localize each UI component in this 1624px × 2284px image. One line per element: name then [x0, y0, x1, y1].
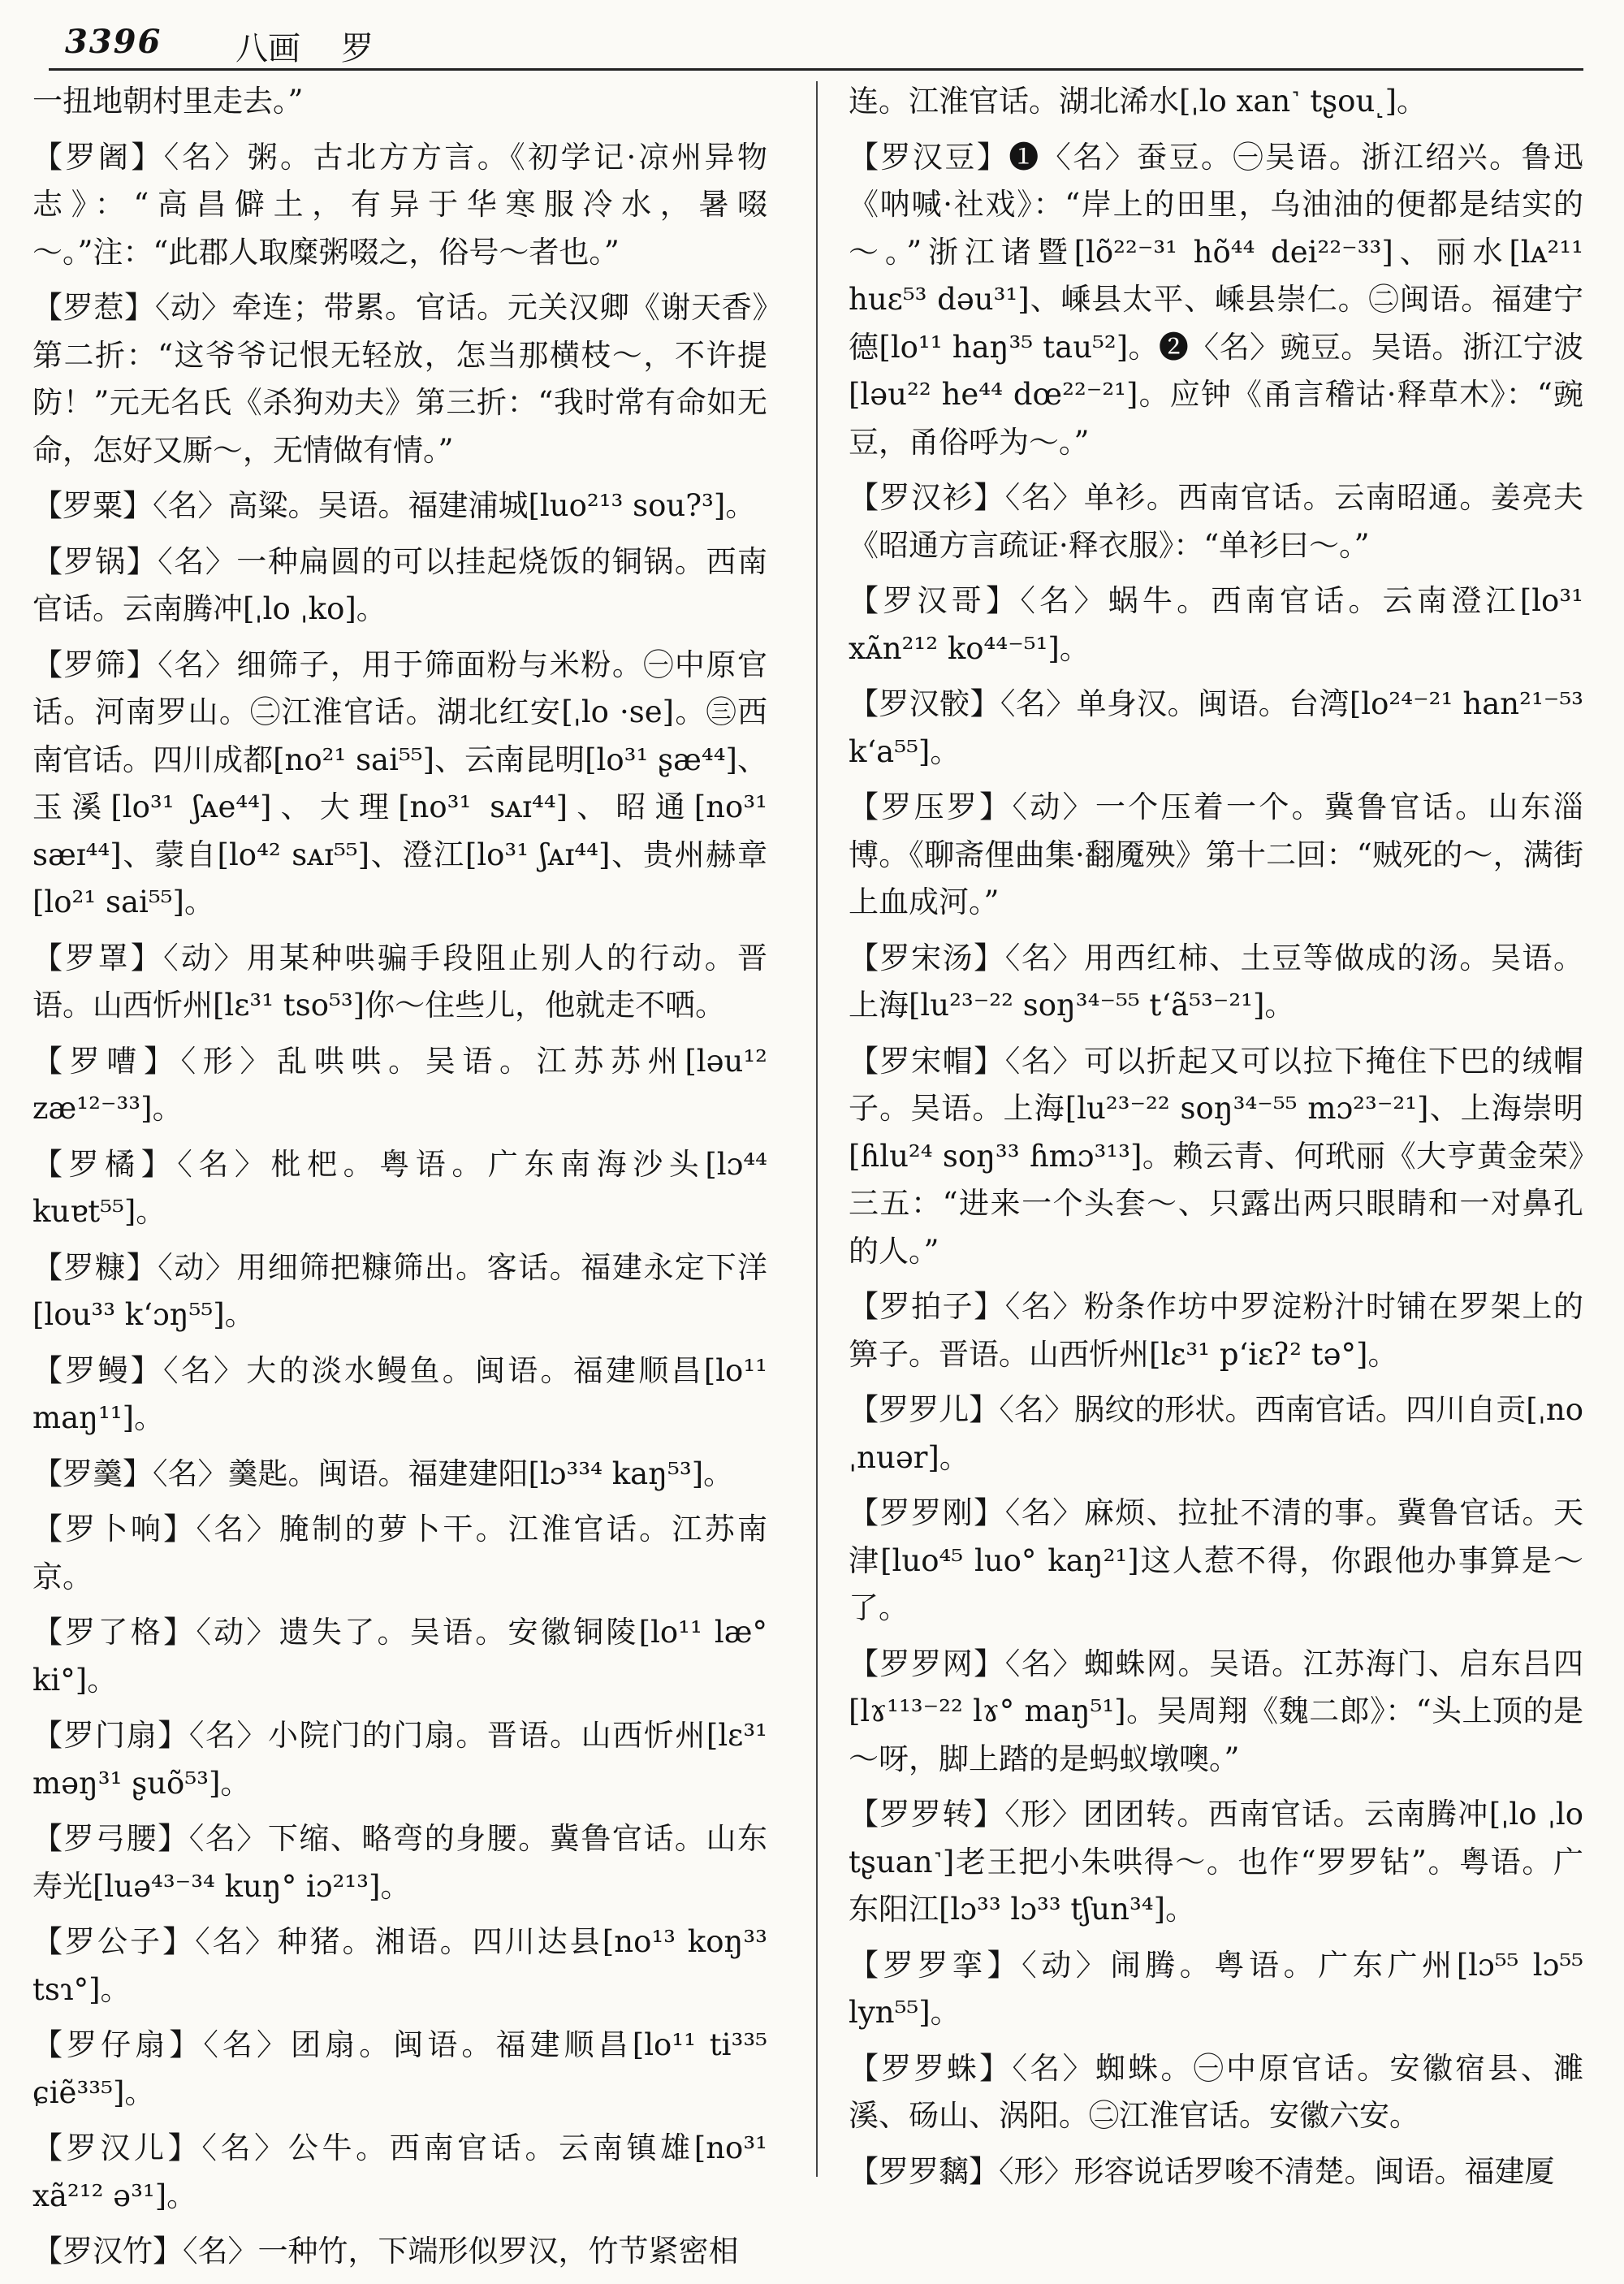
- entry-luo-zhao: 【罗罩】〈动〉用某种哄骗手段阻止别人的行动。晋语。山西忻州[lɛ³¹ tso⁵³]你～住些儿，他就走不哂。: [32, 940, 767, 1023]
- entry-luo-kang: 【罗糠】〈动〉用细筛把糠筛出。客话。福建永定下洋[lou³³ k‘ɔŋ⁵⁵]。: [32, 1249, 767, 1332]
- entry-luo-ya-luo: 【罗压罗】〈动〉一个压着一个。冀鲁官话。山东淄博。《聊斋俚曲集·翻魇殃》第十二回：“贼死的～，满街上血成河。”: [849, 789, 1583, 919]
- entry-luo-su: 【罗粟】〈名〉高粱。吴语。福建浦城[luo²¹³ sou?³]。: [32, 488, 756, 523]
- entry-luo-song-mao: 【罗宋帽】〈名〉可以折起又可以拉下掩住下巴的绒帽子。吴语。上海[lu²³⁻²² soŋ³⁴⁻⁵⁵ mɔ²³⁻²¹]、上海崇明[ɦlu²⁴ soŋ³³ ɦmɔ³¹³]。赖云青、何玳丽《大亨黄金荣》三五：“进来一个头套～、只露出两只眼睛和一对鼻孔的人。”: [849, 1043, 1583, 1269]
- entry-luo-luo-gang: 【罗罗刚】〈名〉麻烦、拉扯不清的事。冀鲁官话。天津[luo⁴⁵ luo° kaŋ²¹]这人惹不得，你跟他办事算是～了。: [849, 1495, 1583, 1625]
- entry-luo-man: 【罗鳗】〈名〉大的淡水鳗鱼。闽语。福建顺昌[lo¹¹ maŋ¹¹]。: [32, 1352, 767, 1435]
- entry-luo-han-ge: 【罗汉哥】〈名〉蜗牛。西南官话。云南澄江[lo³¹ xᴀ̃n²¹² ko⁴⁴⁻⁵¹]。: [849, 583, 1583, 666]
- entry-luo-pai-zi: 【罗拍子】〈名〉粉条作坊中罗淀粉汁时铺在罗架上的箅子。晋语。山西忻州[lɛ³¹ p‘iɛʔ² tə°]。: [849, 1289, 1583, 1372]
- entry-luo-han-zhu: 【罗汉竹】〈名〉一种竹，下端形似罗汉，竹节紧密相: [32, 2234, 739, 2269]
- entry-luo-luo-chi: 【罗罗黐】〈形〉形容说话罗唆不清楚。闽语。福建厦: [849, 2153, 1555, 2189]
- entry-luo-ju: 【罗橘】〈名〉枇杷。粤语。广东南海沙头[lɔ⁴⁴ kuɐt⁵⁵]。: [32, 1146, 767, 1229]
- entry-luo-re: 【罗惹】〈动〉牵连；带累。官话。元关汉卿《谢天香》第二折：“这爷爷记恨无轻放，怎当那横枝～，不许提防！”元无名氏《杀狗劝夫》第三折：“我时常有命如无命，怎好又厮～，无情做有情。”: [32, 290, 767, 468]
- page-header: [49, 18, 1583, 71]
- right-column: [849, 78, 1583, 2204]
- entry-luo-han-er: 【罗汉儿】〈名〉公牛。西南官话。云南镇雄[no³¹ xã²¹² ə³¹]。: [32, 2130, 767, 2213]
- entry-luo-cao: 【罗嘈】〈形〉乱哄哄。吴语。江苏苏州[ləu¹² zæ¹²⁻³³]。: [32, 1043, 767, 1126]
- stroke-count-label: 八画: [235, 30, 300, 67]
- entry-luo-han-dou: 【罗汉豆】❶〈名〉蚕豆。㊀吴语。浙江绍兴。鲁迅《呐喊·社戏》：“岸上的田里，乌油油的便都是结实的～。”浙江诸暨[lõ²²⁻³¹ hõ⁴⁴ dei²²⁻³³]、丽水[lᴀ²¹¹ huɛ⁵³ dəu³¹]、嵊县太平、嵊县崇仁。㊁闽语。福建宁德[lo¹¹ haŋ³⁵ tau⁵²]。❷〈名〉豌豆。吴语。浙江宁波[ləu²² he⁴⁴ dœ²²⁻²¹]。应钟《甬言稽诂·释草木》：“豌豆，甬俗呼为～。”: [849, 139, 1583, 460]
- page-number: 3396: [65, 23, 162, 61]
- entry-luo-luo-luan: 【罗罗挛】〈动〉闹腾。粤语。广东广州[lɔ⁵⁵ lɔ⁵⁵ lyn⁵⁵]。: [849, 1947, 1583, 2030]
- entry-luo-luo-zhuan: 【罗罗转】〈形〉团团转。西南官话。云南腾冲[ˌlo ˌlo tʂuan˺]老王把小朱哄得～。也作“罗罗钻”。粤语。广东阳江[lɔ³³ lɔ³³ tʃun³⁴]。: [849, 1797, 1583, 1927]
- entry-luo-song-tang: 【罗宋汤】〈名〉用西红柿、土豆等做成的汤。吴语。上海[lu²³⁻²² soŋ³⁴⁻⁵⁵ t‘ã⁵³⁻²¹]。: [849, 940, 1583, 1023]
- entry-luo-she: 【罗阇】〈名〉粥。古北方方言。《初学记·凉州异物志》：“高昌僻土，有异于华寒服冷水，暑啜～。”注：“此郡人取糜粥啜之，俗号～者也。”: [32, 139, 767, 270]
- entry-luo-luo-zhu: 【罗罗蛛】〈名〉蜘蛛。㊀中原官话。安徽宿县、濉溪、砀山、涡阳。㊁江淮官话。安徽六安。: [849, 2050, 1583, 2133]
- entry-luo-han-qiao: 【罗汉骹】〈名〉单身汉。闽语。台湾[lo²⁴⁻²¹ han²¹⁻⁵³ k‘a⁵⁵]。: [849, 686, 1583, 769]
- entry-luo-shai: 【罗筛】〈名〉细筛子，用于筛面粉与米粉。㊀中原官话。河南罗山。㊁江淮官话。湖北红安[ˌlo ·se]。㊂西南官话。四川成都[no²¹ sai⁵⁵]、云南昆明[lo³¹ ʂæ⁴⁴]、玉溪[lo³¹ ʃᴀe⁴⁴]、大理[no³¹ sᴀɪ⁴⁴]、昭通[no³¹ sæɪ⁴⁴]、蒙自[lo⁴² sᴀɪ⁵⁵]、澄江[lo³¹ ʃᴀɪ⁴⁴]、贵州赫章[lo²¹ sai⁵⁵]。: [32, 647, 767, 919]
- entry-luo-le-ge: 【罗了格】〈动〉遗失了。吴语。安徽铜陵[lo¹¹ læ° ki°]。: [32, 1615, 767, 1698]
- entry-continuation: 一扭地朝村里走去。”: [32, 84, 304, 119]
- column-divider: [816, 81, 818, 2177]
- entry-luo-luo-er: 【罗罗儿】〈名〉脶纹的形状。西南官话。四川自贡[ˌno ˌnuər]。: [849, 1392, 1583, 1475]
- entry-luo-guo: 【罗锅】〈名〉一种扁圆的可以挂起烧饭的铜锅。西南官话。云南腾冲[ˌlo ˌko]。: [32, 543, 767, 626]
- entry-luo-bu-xiang: 【罗卜响】〈名〉腌制的萝卜干。江淮官话。江苏南京。: [32, 1512, 767, 1594]
- entry-luo-zai-shan: 【罗仔扇】〈名〉团扇。闽语。福建顺昌[lo¹¹ ti³³⁵ ɕiẽ³³⁵]。: [32, 2027, 767, 2110]
- entry-luo-men-shan: 【罗门扇】〈名〉小院门的门扇。晋语。山西忻州[lɛ³¹ məŋ³¹ ʂuõ⁵³]。: [32, 1718, 767, 1801]
- entry-luo-han-zhu-cont: 连。江淮官话。湖北浠水[ˌlo xan˺ tʂou˻]。: [849, 84, 1427, 119]
- entry-luo-luo-wang: 【罗罗网】〈名〉蜘蛛网。吴语。江苏海门、启东吕四[lɤ¹¹³⁻²² lɤ° maŋ⁵¹]。吴周翔《魏二郎》：“头上顶的是～呀，脚上踏的是蚂蚁墩噢。”: [849, 1646, 1583, 1776]
- entry-luo-gong-zi: 【罗公子】〈名〉种猪。湘语。四川达县[no¹³ koŋ³³ tsɿ°]。: [32, 1924, 767, 2007]
- entry-luo-geng: 【罗羹】〈名〉羹匙。闽语。福建建阳[lɔ³³⁴ kaŋ⁵³]。: [32, 1456, 734, 1491]
- entry-luo-han-shan: 【罗汉衫】〈名〉单衫。西南官话。云南昭通。姜亮夫《昭通方言疏证·释衣服》：“单衫曰～。”: [849, 480, 1583, 563]
- header-character: 罗: [341, 30, 374, 67]
- entry-luo-gong-yao: 【罗弓腰】〈名〉下缩、略弯的身腰。冀鲁官话。山东寿光[luə⁴³⁻³⁴ kuŋ° iɔ²¹³]。: [32, 1821, 767, 1904]
- left-column: [32, 78, 767, 2284]
